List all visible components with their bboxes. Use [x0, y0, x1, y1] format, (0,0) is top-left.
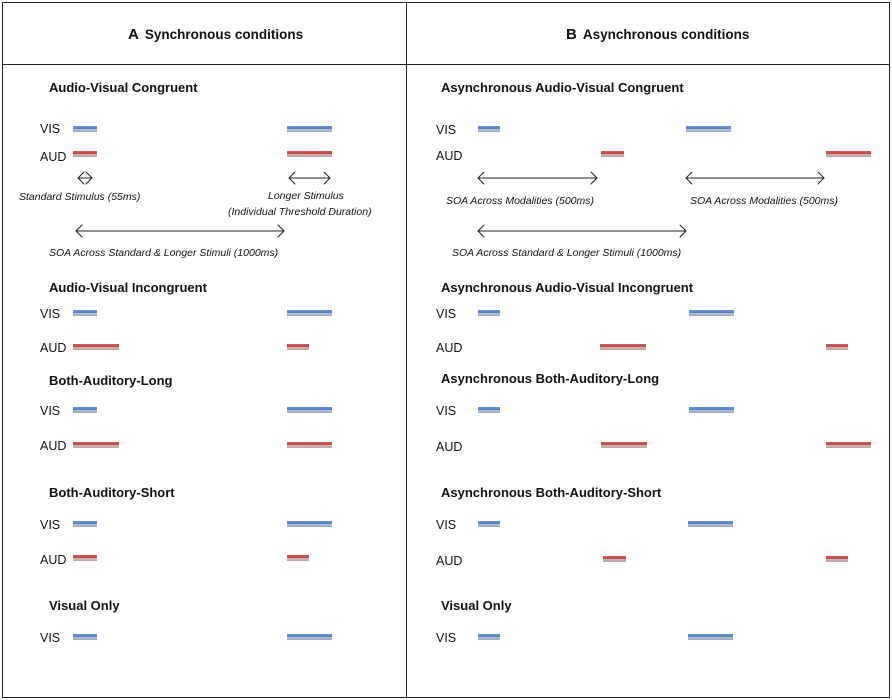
- async-soa-modalities-arrow-2: [686, 172, 824, 184]
- async-condition-title-congruent: Asynchronous Audio-Visual Congruent: [441, 80, 684, 95]
- longer-stimulus-note-line1: Longer Stimulus: [268, 190, 344, 202]
- async-both-long-vis-label: VIS: [436, 404, 457, 418]
- longer-stimulus-arrow: [289, 172, 330, 184]
- async-soa-note: SOA Across Standard & Longer Stimuli (1000ms): [452, 247, 682, 259]
- async-condition-title-both-short: Asynchronous Both-Auditory-Short: [441, 485, 662, 500]
- async-both-long-aud-label: AUD: [436, 440, 463, 454]
- sync-incongruent-aud-label: AUD: [40, 341, 67, 355]
- async-condition-title-incongruent: Asynchronous Audio-Visual Incongruent: [441, 280, 694, 295]
- async-soa-modalities-note-1: SOA Across Modalities (500ms): [446, 195, 595, 207]
- standard-stimulus-arrow: [78, 172, 92, 184]
- sync-soa-note: SOA Across Standard & Longer Stimuli (1000ms): [49, 247, 279, 259]
- sync-condition-title-incongruent: Audio-Visual Incongruent: [49, 280, 207, 295]
- async-both-short-aud-label: AUD: [436, 554, 463, 568]
- sync-condition-title-both-short: Both-Auditory-Short: [49, 485, 175, 500]
- async-congruent-vis-label: VIS: [436, 123, 457, 137]
- sync-congruent-aud-label: AUD: [40, 150, 67, 164]
- async-soa-modalities-arrow-1: [478, 172, 597, 184]
- async-soa-modalities-note-2: SOA Across Modalities (500ms): [690, 195, 839, 207]
- sync-soa-arrow: [76, 225, 284, 237]
- sync-condition-title-visual-only: Visual Only: [49, 598, 120, 613]
- standard-stimulus-note: Standard Stimulus (55ms): [19, 191, 141, 203]
- sync-condition-title-congruent: Audio-Visual Congruent: [49, 80, 198, 95]
- async-condition-title-both-long: Asynchronous Both-Auditory-Long: [441, 371, 660, 386]
- async-incongruent-aud-label: AUD: [436, 341, 463, 355]
- sync-condition-title-both-long: Both-Auditory-Long: [49, 373, 173, 388]
- panel-b-title: Asynchronous conditions: [582, 27, 750, 42]
- async-visual-only-vis-label: VIS: [436, 631, 457, 645]
- sync-visual-only-vis-label: VIS: [40, 631, 61, 645]
- async-both-short-vis-label: VIS: [436, 518, 457, 532]
- panel-b-letter: B: [566, 26, 577, 43]
- async-soa-arrow: [478, 225, 686, 237]
- panel-a-title: Synchronous conditions: [144, 27, 304, 42]
- longer-stimulus-note-line2: (Individual Threshold Duration): [228, 206, 372, 218]
- panel-a-letter: A: [128, 26, 139, 43]
- sync-both-short-vis-label: VIS: [40, 518, 61, 532]
- async-incongruent-vis-label: VIS: [436, 307, 457, 321]
- sync-incongruent-vis-label: VIS: [40, 307, 61, 321]
- sync-both-long-aud-label: AUD: [40, 439, 67, 453]
- sync-both-long-vis-label: VIS: [40, 404, 61, 418]
- sync-both-short-aud-label: AUD: [40, 553, 67, 567]
- async-congruent-aud-label: AUD: [436, 149, 463, 163]
- async-condition-title-visual-only: Visual Only: [441, 598, 512, 613]
- sync-congruent-vis-label: VIS: [40, 122, 61, 136]
